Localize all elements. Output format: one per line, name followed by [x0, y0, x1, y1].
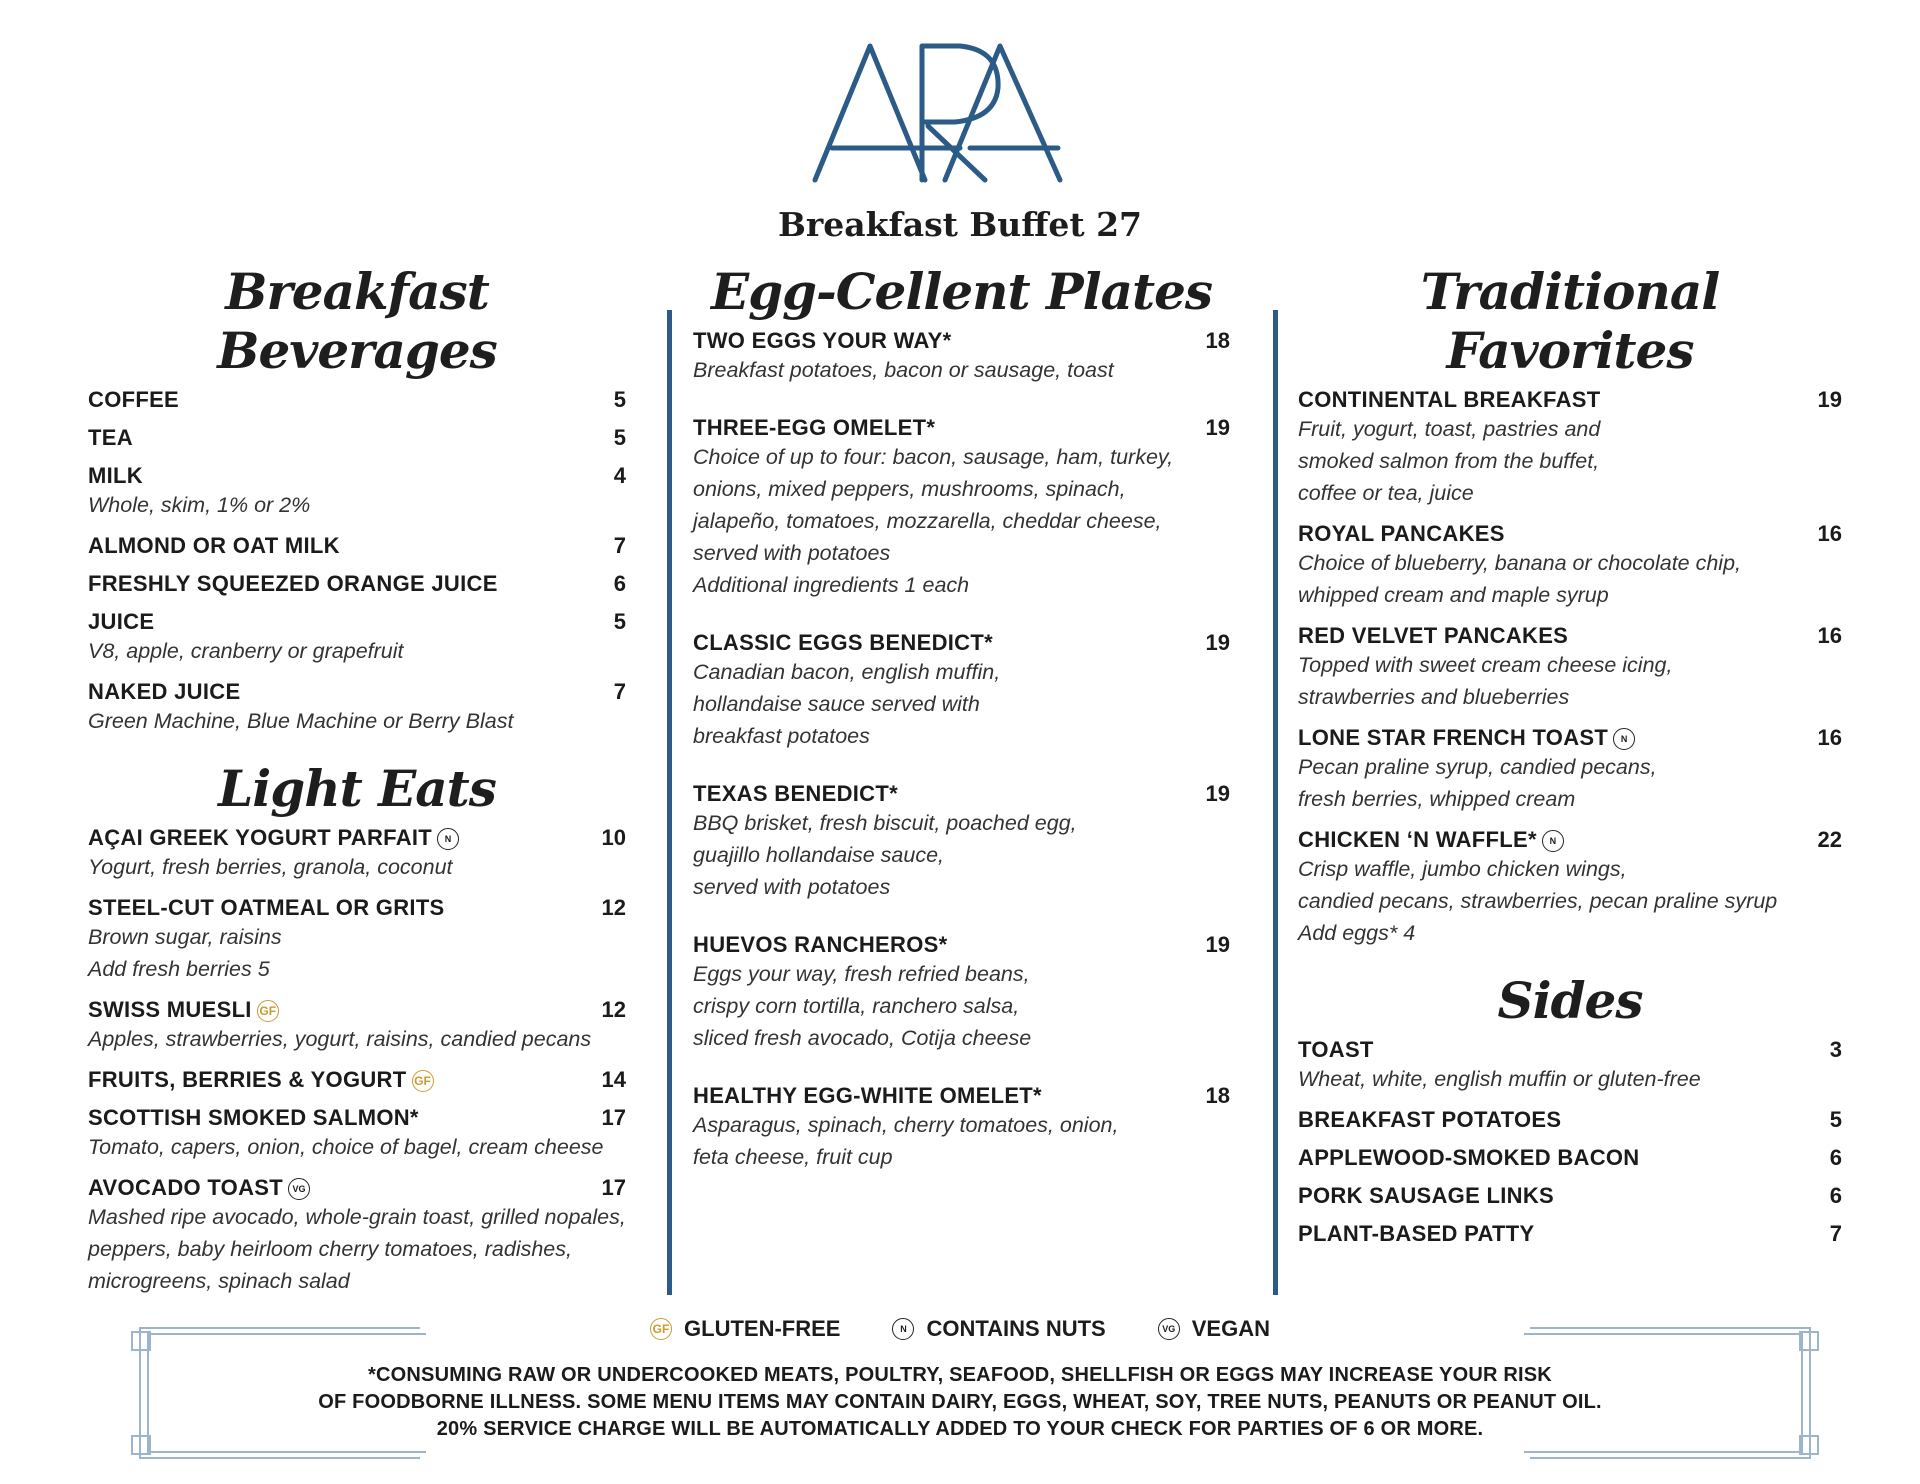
item-desc: breakfast potatoes — [693, 724, 870, 748]
item-price: 7 — [1829, 1221, 1842, 1246]
light-eats-title: Light Eats — [218, 759, 496, 818]
item-price: 5 — [613, 609, 626, 634]
column-divider — [1273, 310, 1278, 1295]
item-desc: Choice of up to four: bacon, sausage, ham, turkey, — [693, 445, 1174, 469]
menu-item — [88, 894, 626, 985]
item-price: 7 — [613, 679, 626, 704]
item-desc: BBQ brisket, fresh biscuit, poached egg, — [693, 811, 1077, 835]
item-name: HEALTHY EGG-WHITE OMELET* — [693, 1083, 1042, 1108]
item-price: 19 — [1205, 781, 1230, 806]
item-name: APPLEWOOD-SMOKED BACON — [1298, 1145, 1640, 1170]
menu-item — [88, 824, 626, 883]
item-desc: hollandaise sauce served with — [693, 692, 980, 716]
gluten-free-icon: GF — [412, 1070, 434, 1092]
item-name: RED VELVET PANCAKES — [1298, 623, 1569, 648]
menu-item — [88, 532, 626, 559]
item-name: FRUITS, BERRIES & YOGURT — [88, 1067, 407, 1092]
item-name: ROYAL PANCAKES — [1298, 521, 1505, 546]
item-desc: Choice of blueberry, banana or chocolate chip, — [1298, 551, 1742, 575]
item-name: COFFEE — [88, 387, 180, 412]
menu-item — [1298, 1144, 1842, 1171]
item-desc: Eggs your way, fresh refried beans, — [693, 962, 1030, 986]
menu-item — [88, 570, 626, 597]
item-desc: Wheat, white, english muffin or gluten-free — [1298, 1067, 1701, 1091]
item-price: 19 — [1205, 415, 1230, 440]
item-price: 6 — [1829, 1145, 1842, 1170]
notice-line: *CONSUMING RAW OR UNDERCOOKED MEATS, POULTRY, SEAFOOD, SHELLFISH OR EGGS MAY INCREASE YOUR RISK — [368, 1364, 1552, 1386]
item-name: CONTINENTAL BREAKFAST — [1298, 387, 1601, 412]
item-price: 12 — [601, 895, 626, 920]
item-price: 12 — [601, 997, 626, 1022]
item-name: HUEVOS RANCHEROS* — [693, 932, 948, 957]
item-price: 19 — [1817, 387, 1842, 412]
item-name: TEA — [88, 425, 133, 450]
item-price: 16 — [1817, 725, 1842, 750]
item-name: PORK SAUSAGE LINKS — [1298, 1183, 1554, 1208]
item-desc: Additional ingredients 1 each — [693, 573, 970, 597]
item-price: 19 — [1205, 630, 1230, 655]
item-price: 6 — [1829, 1183, 1842, 1208]
item-price: 7 — [613, 533, 626, 558]
item-price: 19 — [1205, 932, 1230, 957]
item-price: 10 — [601, 825, 626, 850]
item-name: LONE STAR FRENCH TOAST — [1298, 725, 1609, 750]
item-price: 16 — [1817, 623, 1842, 648]
favorites-title: Traditional Favorites — [1420, 262, 1720, 380]
item-price: 18 — [1205, 1083, 1230, 1108]
item-desc: feta cheese, fruit cup — [693, 1145, 893, 1169]
column-right — [1298, 262, 1842, 1258]
menu-item — [1298, 1182, 1842, 1209]
item-desc: Add eggs* 4 — [1298, 921, 1416, 945]
item-desc: candied pecans, strawberries, pecan praline syrup — [1298, 889, 1778, 913]
item-desc: Whole, skim, 1% or 2% — [88, 493, 311, 517]
item-desc: guajillo hollandaise sauce, — [693, 843, 945, 867]
item-price: 6 — [613, 571, 626, 596]
legend-label: VEGAN — [1191, 1316, 1270, 1341]
menu-item — [693, 931, 1230, 1054]
menu-item — [693, 414, 1230, 601]
item-price: 4 — [613, 463, 626, 488]
menu-item — [88, 386, 626, 413]
item-price: 22 — [1817, 827, 1842, 852]
menu-item — [1298, 622, 1842, 713]
item-name: MILK — [88, 463, 143, 488]
menu-item — [88, 462, 626, 521]
item-desc: onions, mixed peppers, mushrooms, spinach, — [693, 477, 1126, 501]
menu-item — [1298, 724, 1842, 815]
item-name: TOAST — [1298, 1037, 1374, 1062]
item-desc: Canadian bacon, english muffin, — [693, 660, 1001, 684]
menu-item — [1298, 1036, 1842, 1095]
item-desc: fresh berries, whipped cream — [1298, 787, 1576, 811]
menu-item — [1298, 520, 1842, 611]
item-desc: Fruit, yogurt, toast, pastries and — [1298, 417, 1601, 441]
item-price: 5 — [1829, 1107, 1842, 1132]
item-name: NAKED JUICE — [88, 679, 241, 704]
item-desc: Asparagus, spinach, cherry tomatoes, onion, — [693, 1113, 1119, 1137]
item-name: PLANT-BASED PATTY — [1298, 1221, 1535, 1246]
menu-item — [1298, 1106, 1842, 1133]
nuts-icon: N — [1613, 728, 1635, 750]
menu-item — [1298, 826, 1842, 949]
item-desc: Breakfast potatoes, bacon or sausage, toast — [693, 358, 1114, 382]
item-desc: Apples, strawberries, yogurt, raisins, candied pecans — [88, 1027, 592, 1051]
item-desc: peppers, baby heirloom cherry tomatoes, radishes, — [88, 1237, 572, 1261]
gluten-free-icon: GF — [650, 1318, 672, 1340]
item-name: CLASSIC EGGS BENEDICT* — [693, 630, 993, 655]
item-name: CHICKEN ‘N WAFFLE* — [1298, 827, 1537, 852]
legend-label: GLUTEN-FREE — [684, 1316, 841, 1341]
column-divider — [667, 310, 672, 1295]
nuts-icon: N — [892, 1318, 914, 1340]
item-name: STEEL-CUT OATMEAL OR GRITS — [88, 895, 445, 920]
item-desc: Yogurt, fresh berries, granola, coconut — [88, 855, 453, 879]
item-desc: Pecan praline syrup, candied pecans, — [1298, 755, 1657, 779]
legend — [0, 1316, 1920, 1342]
item-desc: sliced fresh avocado, Cotija cheese — [693, 1026, 1032, 1050]
notice-line: 20% SERVICE CHARGE WILL BE AUTOMATICALLY ADDED TO YOUR CHECK FOR PARTIES OF 6 OR MORE. — [436, 1418, 1484, 1440]
item-price: 3 — [1829, 1037, 1842, 1062]
item-desc: Mashed ripe avocado, whole-grain toast, grilled nopales, — [88, 1205, 626, 1229]
item-desc: coffee or tea, juice — [1298, 481, 1474, 505]
item-desc: served with potatoes — [693, 541, 891, 565]
menu-item — [88, 1104, 626, 1163]
legend-nuts — [892, 1316, 1105, 1342]
item-name: BREAKFAST POTATOES — [1298, 1107, 1562, 1132]
item-desc: Add fresh berries 5 — [88, 957, 270, 981]
item-desc: Crisp waffle, jumbo chicken wings, — [1298, 857, 1627, 881]
item-name: SWISS MUESLI — [88, 997, 252, 1022]
item-price: 17 — [601, 1175, 626, 1200]
item-desc: Topped with sweet cream cheese icing, — [1298, 653, 1673, 677]
item-name: AVOCADO TOAST — [88, 1175, 283, 1200]
item-desc: served with potatoes — [693, 875, 891, 899]
buffet-title: Breakfast Buffet 27 — [777, 205, 1143, 244]
item-desc: strawberries and blueberries — [1298, 685, 1570, 709]
item-name: TEXAS BENEDICT* — [693, 781, 898, 806]
menu-item — [693, 1082, 1230, 1173]
beverages-title: Breakfast Beverages — [217, 262, 497, 380]
item-desc: jalapeño, tomatoes, mozzarella, cheddar cheese, — [693, 509, 1162, 533]
legend-gluten-free — [650, 1316, 840, 1342]
menu-item — [88, 608, 626, 667]
item-desc: Tomato, capers, onion, choice of bagel, cream cheese — [88, 1135, 604, 1159]
nuts-icon: N — [1542, 830, 1564, 852]
item-desc: whipped cream and maple syrup — [1298, 583, 1609, 607]
menu-item — [1298, 386, 1842, 509]
nuts-icon: N — [437, 828, 459, 850]
menu-item — [693, 780, 1230, 903]
ara-logo — [810, 25, 1130, 188]
menu-item — [693, 327, 1230, 386]
vegan-icon: VG — [1158, 1318, 1180, 1340]
menu-item — [88, 1174, 626, 1297]
column-middle — [693, 262, 1230, 1201]
item-price: 17 — [601, 1105, 626, 1130]
notice-line: OF FOODBORNE ILLNESS. SOME MENU ITEMS MAY CONTAIN DAIRY, EGGS, WHEAT, SOY, TREE NUTS, PEANUTS OR PEANUT OIL. — [318, 1391, 1602, 1413]
item-name: AÇAI GREEK YOGURT PARFAIT — [88, 825, 433, 850]
item-desc: smoked salmon from the buffet, — [1298, 449, 1600, 473]
menu-item — [693, 629, 1230, 752]
legend-vegan — [1158, 1316, 1270, 1342]
menu-item — [88, 424, 626, 451]
gluten-free-icon: GF — [257, 1000, 279, 1022]
item-price: 18 — [1205, 328, 1230, 353]
sides-title: Sides — [1497, 971, 1643, 1030]
menu-item — [88, 996, 626, 1055]
item-name: THREE-EGG OMELET* — [693, 415, 936, 440]
logo-text: ARA — [810, 25, 843, 42]
item-name: SCOTTISH SMOKED SALMON* — [88, 1105, 419, 1130]
item-name: FRESHLY SQUEEZED ORANGE JUICE — [88, 571, 498, 596]
item-desc: microgreens, spinach salad — [88, 1269, 350, 1293]
item-price: 16 — [1817, 521, 1842, 546]
item-desc: crispy corn tortilla, ranchero salsa, — [693, 994, 1020, 1018]
item-desc: V8, apple, cranberry or grapefruit — [88, 639, 404, 663]
legend-label: CONTAINS NUTS — [926, 1316, 1106, 1341]
item-desc: Green Machine, Blue Machine or Berry Blast — [88, 709, 514, 733]
plates-title: Egg-Cellent Plates — [710, 262, 1213, 321]
menu-item — [1298, 1220, 1842, 1247]
item-price: 14 — [601, 1067, 626, 1092]
vegan-icon: VG — [288, 1178, 310, 1200]
item-price: 5 — [613, 387, 626, 412]
menu-item — [88, 1066, 626, 1093]
item-name: JUICE — [88, 609, 155, 634]
item-name: ALMOND OR OAT MILK — [88, 533, 340, 558]
column-left — [88, 262, 626, 1308]
item-price: 5 — [613, 425, 626, 450]
item-desc: Brown sugar, raisins — [88, 925, 282, 949]
health-notice — [0, 1362, 1920, 1443]
item-name: TWO EGGS YOUR WAY* — [693, 328, 952, 353]
menu-item — [88, 678, 626, 737]
